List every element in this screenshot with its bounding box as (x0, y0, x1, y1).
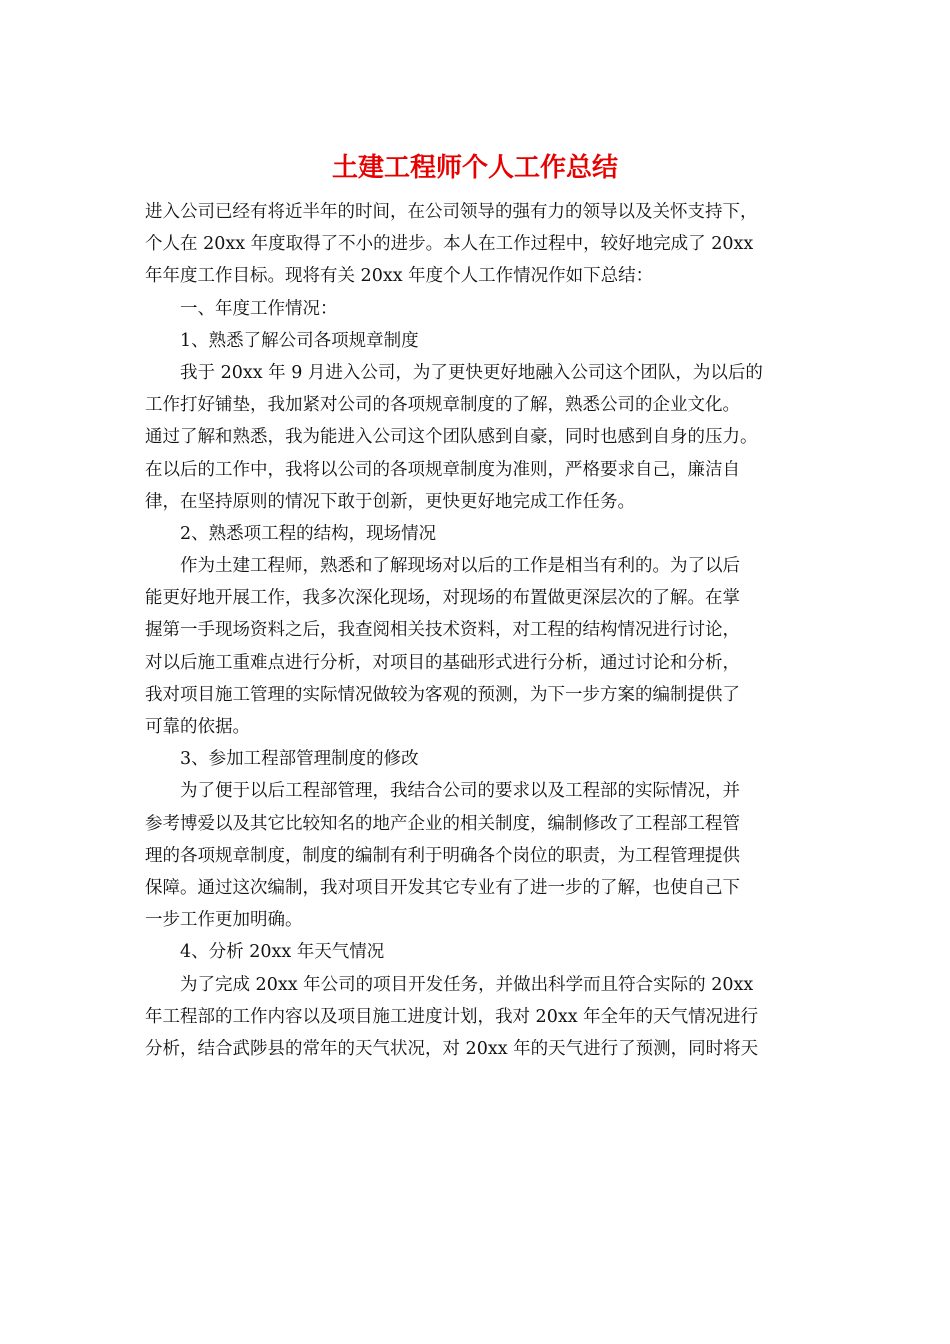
body-line: 通过了解和熟悉，我为能进入公司这个团队感到自豪，同时也感到自身的压力。 (145, 427, 758, 448)
body-line: 对以后施工重难点进行分析，对项目的基础形式进行分析，通过讨论和分析， (145, 652, 740, 673)
body-line: 我于 20xx 年 9 月进入公司，为了更快更好地融入公司这个团队，为以后的 (180, 362, 763, 383)
body-line: 在以后的工作中，我将以公司的各项规章制度为准则，严格要求自己，廉洁自 (145, 459, 740, 480)
body-line: 年工程部的工作内容以及项目施工进度计划，我对 20xx 年全年的天气情况进行 (145, 1006, 759, 1027)
body-line: 1、熟悉了解公司各项规章制度 (180, 330, 419, 351)
document-body (145, 196, 810, 1065)
body-line: 为了便于以后工程部管理，我结合公司的要求以及工程部的实际情况，并 (180, 781, 740, 802)
document-title: 土建工程师个人工作总结 (331, 153, 618, 183)
body-line: 保障。通过这次编制，我对项目开发其它专业有了进一步的了解，也使自己下 (145, 877, 740, 898)
body-line: 个人在 20xx 年度取得了不小的进步。本人在工作过程中，较好地完成了 20xx (145, 234, 754, 255)
body-line: 3、参加工程部管理制度的修改 (180, 749, 419, 770)
body-line: 2、熟悉项工程的结构，现场情况 (180, 523, 437, 544)
body-line: 参考博爱以及其它比较知名的地产企业的相关制度，编制修改了工程部工程管 (145, 813, 740, 834)
body-line: 分析，结合武陟县的常年的天气状况，对 20xx 年的天气进行了预测，同时将天 (145, 1038, 759, 1059)
body-line: 我对项目施工管理的实际情况做较为客观的预测，为下一步方案的编制提供了 (145, 684, 740, 705)
body-line: 作为土建工程师，熟悉和了解现场对以后的工作是相当有利的。为了以后 (180, 556, 740, 577)
body-line: 进入公司已经有将近半年的时间，在公司领导的强有力的领导以及关怀支持下， (145, 202, 758, 222)
body-line: 理的各项规章制度，制度的编制有利于明确各个岗位的职责，为工程管理提供 (145, 845, 740, 866)
body-line: 能更好地开展工作，我多次深化现场，对现场的布置做更深层次的了解。在掌 (145, 588, 740, 609)
body-line: 握第一手现场资料之后，我查阅相关技术资料，对工程的结构情况进行讨论， (145, 620, 740, 641)
body-line: 4、分析 20xx 年天气情况 (180, 942, 385, 963)
body-line: 年年度工作目标。现将有关 20xx 年度个人工作情况作如下总结： (145, 266, 654, 287)
body-line: 工作打好铺垫，我加紧对公司的各项规章制度的了解，熟悉公司的企业文化。 (145, 395, 740, 416)
body-line: 一、年度工作情况： (180, 298, 338, 319)
body-line: 律，在坚持原则的情况下敢于创新，更快更好地完成工作任务。 (145, 491, 635, 512)
body-line: 可靠的依据。 (145, 717, 250, 737)
body-line: 一步工作更加明确。 (145, 910, 303, 931)
body-line: 为了完成 20xx 年公司的项目开发任务，并做出科学而且符合实际的 20xx (180, 974, 754, 995)
